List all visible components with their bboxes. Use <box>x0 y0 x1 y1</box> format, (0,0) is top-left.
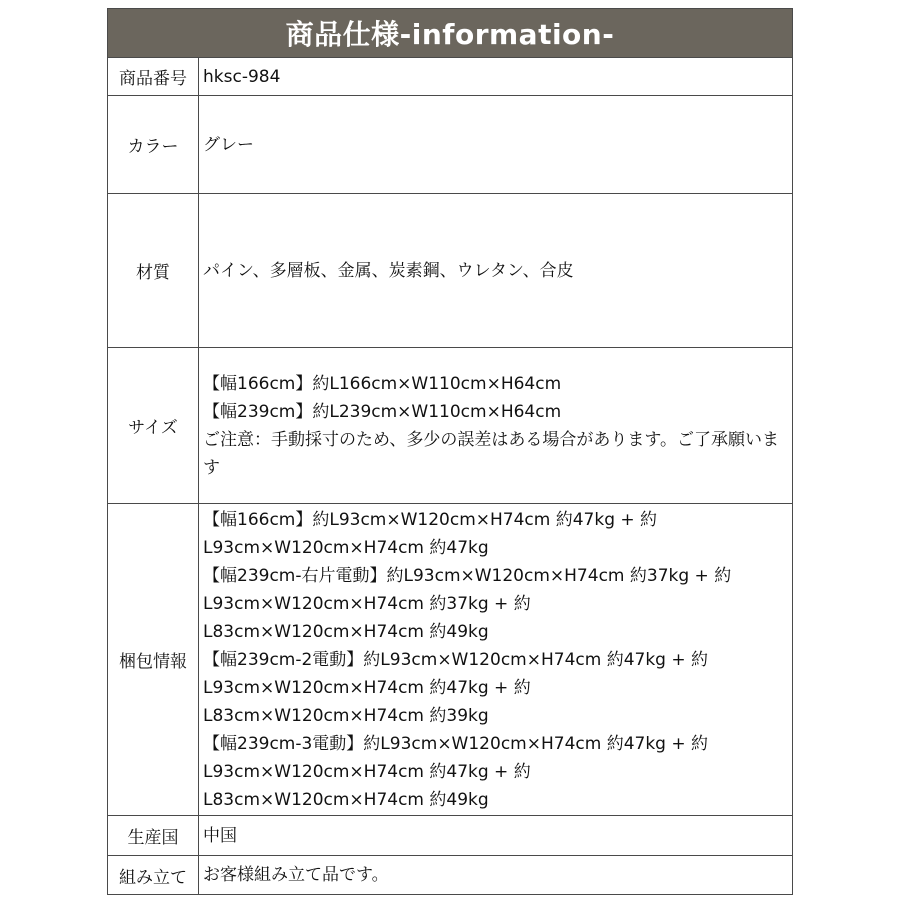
row-package <box>108 503 792 815</box>
row-label: サイズ <box>108 348 199 503</box>
row-value <box>199 504 792 815</box>
row-value <box>199 58 792 95</box>
row-value <box>199 194 792 347</box>
package-line: L93cm×W120cm×H74cm 約47kg + 約 <box>203 677 531 698</box>
package-line: L83cm×W120cm×H74cm 約49kg <box>203 621 489 642</box>
row-value <box>199 816 792 855</box>
assembly-value: お客様組み立て品です。 <box>203 865 389 885</box>
row-label: 材質 <box>108 194 199 347</box>
package-line: 【幅166cm】約L93cm×W120cm×H74cm 約47kg + 約 <box>203 509 658 530</box>
row-product-number <box>108 57 792 95</box>
row-value <box>199 348 792 503</box>
package-line: L83cm×W120cm×H74cm 約49kg <box>203 789 489 810</box>
row-assembly <box>108 855 792 894</box>
spec-table <box>107 8 793 895</box>
spec-title: 商品仕様-information- <box>108 9 792 57</box>
row-value <box>199 856 792 894</box>
package-line: L93cm×W120cm×H74cm 約47kg + 約 <box>203 761 531 782</box>
color-value: グレー <box>203 134 254 155</box>
row-label: 梱包情報 <box>108 504 199 815</box>
size-line: 【幅239cm】約L239cm×W110cm×H64cm <box>203 401 562 422</box>
row-material <box>108 193 792 347</box>
package-line: L83cm×W120cm×H74cm 約39kg <box>203 705 489 726</box>
row-label: カラー <box>108 96 199 193</box>
material-value: パイン、多層板、金属、炭素鋼、ウレタン、合皮 <box>203 260 574 281</box>
row-label: 商品番号 <box>108 58 199 95</box>
row-value <box>199 96 792 193</box>
package-line: 【幅239cm-右片電動】約L93cm×W120cm×H74cm 約37kg + 約 <box>203 565 732 586</box>
row-label: 生産国 <box>108 816 199 855</box>
product-number-value: hksc-984 <box>203 66 281 87</box>
size-note: ご注意：手動採寸のため、多少の誤差はある場合があります。ご了承願います <box>203 429 779 478</box>
package-line: 【幅239cm-2電動】約L93cm×W120cm×H74cm 約47kg + 約 <box>203 649 709 670</box>
row-label: 組み立て <box>108 856 199 894</box>
package-line: L93cm×W120cm×H74cm 約47kg <box>203 537 489 558</box>
size-line: 【幅166cm】約L166cm×W110cm×H64cm <box>203 373 562 394</box>
row-origin <box>108 815 792 855</box>
row-size <box>108 347 792 503</box>
origin-value: 中国 <box>203 825 237 846</box>
row-color <box>108 95 792 193</box>
package-line: 【幅239cm-3電動】約L93cm×W120cm×H74cm 約47kg + 約 <box>203 733 709 754</box>
package-line: L93cm×W120cm×H74cm 約37kg + 約 <box>203 593 531 614</box>
